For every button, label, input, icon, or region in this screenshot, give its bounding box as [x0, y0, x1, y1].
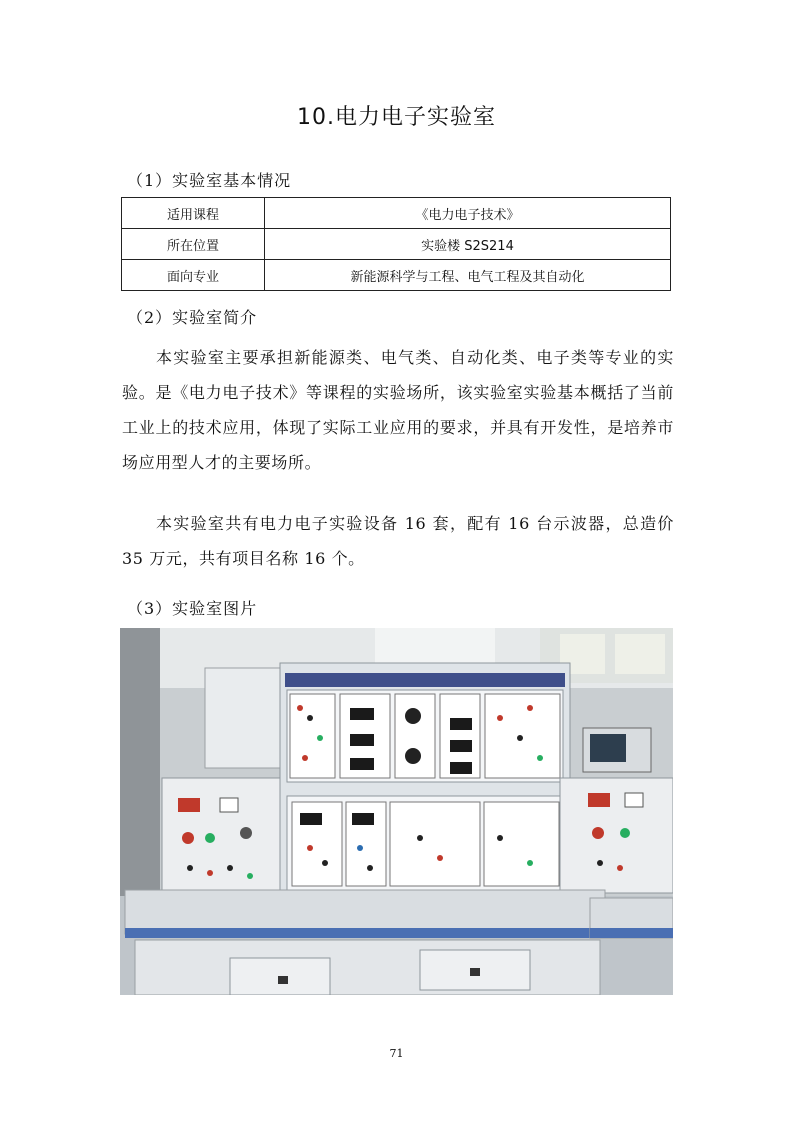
page-number: 71	[389, 1047, 404, 1060]
table-row	[122, 260, 671, 291]
table-cell-value: 《电力电子技术》	[265, 198, 671, 229]
table-cell-label: 适用课程	[122, 198, 265, 229]
table-row	[122, 198, 671, 229]
table-cell-label: 面向专业	[122, 260, 265, 291]
table-cell-value: 新能源科学与工程、电气工程及其自动化	[265, 260, 671, 291]
section-heading-intro: （2）实验室简介	[127, 308, 258, 327]
page-title: 10.电力电子实验室	[297, 105, 496, 130]
lab-photo	[120, 628, 673, 995]
info-table	[121, 197, 671, 291]
section-heading-basic-info: （1）实验室基本情况	[127, 171, 292, 190]
lab-equipment-illustration	[120, 628, 673, 995]
intro-paragraph-2: 本实验室共有电力电子实验设备 16 套，配有 16 台示波器，总造价 35 万元，共有项目名称 16 个。	[122, 514, 674, 568]
intro-paragraph-1: 本实验室主要承担新能源类、电气类、自动化类、电子类等专业的实验。是《电力电子技术》等课程的实验场所，该实验室实验基本概括了当前工业上的技术应用，体现了实际工业应用的要求，并具有开发性，是培养市场应用型人才的主要场所。	[122, 348, 674, 472]
table-row	[122, 229, 671, 260]
table-cell-label: 所在位置	[122, 229, 265, 260]
table-cell-value: 实验楼 S2S214	[265, 229, 671, 260]
section-heading-photos: （3）实验室图片	[127, 599, 258, 618]
